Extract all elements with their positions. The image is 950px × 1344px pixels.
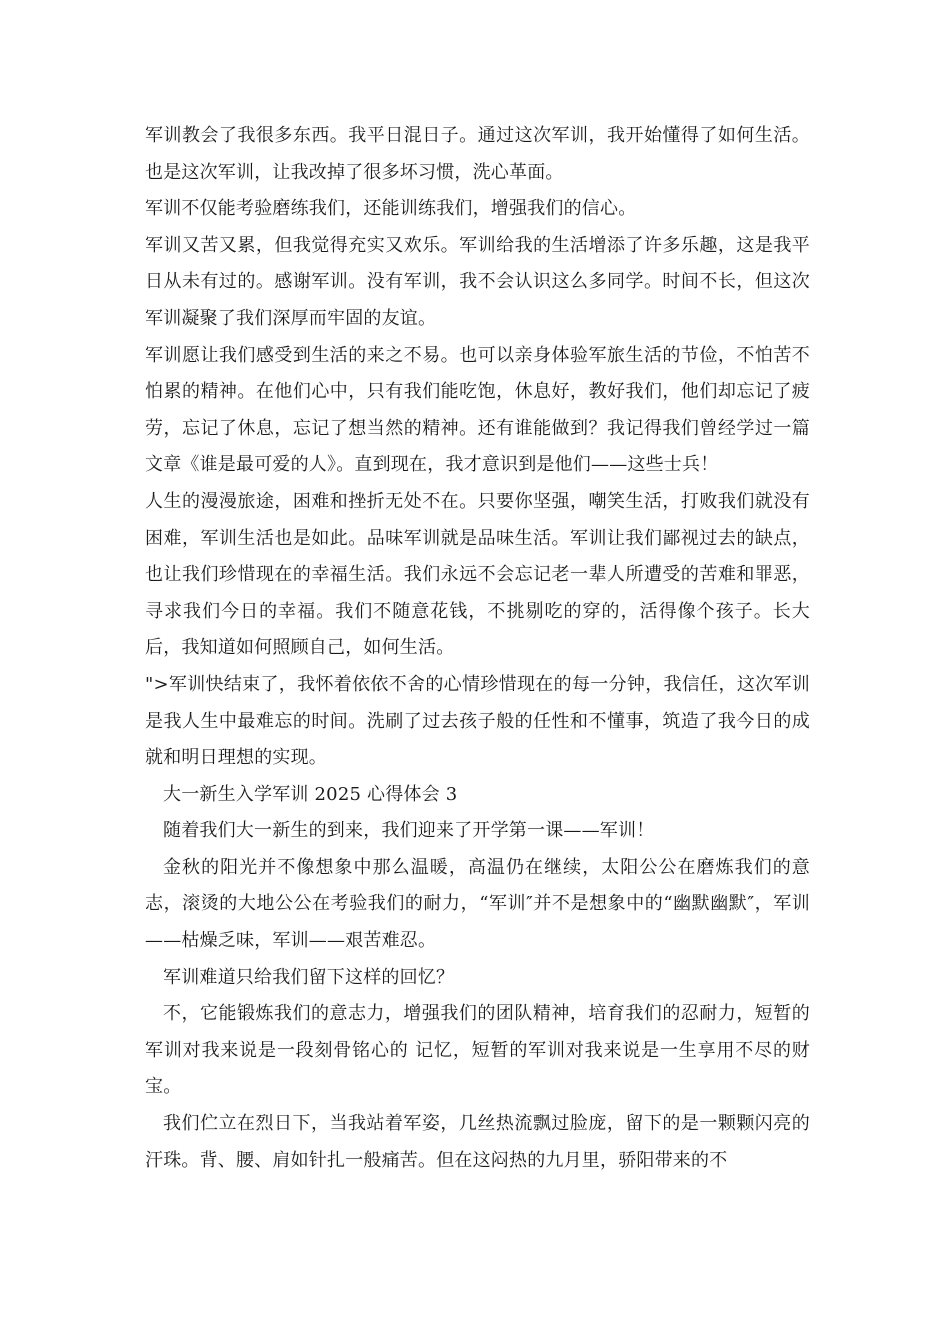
- paragraph-3: 军训又苦又累，但我觉得充实又欢乐。军训给我的生活增添了许多乐趣，这是我平日从未有过的。感谢军训。没有军训，我不会认识这么多同学。时间不长，但这次军训凝聚了我们深厚而牢固的友谊。: [145, 234, 810, 329]
- paragraph-9: 军训难道只给我们留下这样的回忆？: [163, 966, 455, 988]
- paragraph-8: 金秋的阳光并不像想象中那么温暖，高温仍在继续，太阳公公在磨炼我们的意志，滚烫的大地公公在考验我们的耐力，“军训″并不是想象中的“幽默幽默″，军训——枯燥乏味，军训——艰苦难忍。: [145, 856, 810, 952]
- paragraph-1: 军训教会了我很多东西。我平日混日子。通过这次军训，我开始懂得了如何生活。也是这次军训，让我改掉了很多坏习惯，洗心革面。: [145, 125, 810, 183]
- paragraph-5: 人生的漫漫旅途，困难和挫折无处不在。只要你坚强，嘲笑生活，打败我们就没有困难，军训生活也是如此。品味军训就是品味生活。军训让我们鄙视过去的缺点，也让我们珍惜现在的幸福生活。我们永远不会忘记老一辈人所遭受的苦难和罪恶，寻求我们今日的幸福。我们不随意花钱，不挑剔吃的穿的，活得像个孩子。长大后，我知道如何照顾自己，如何生活。: [145, 490, 810, 659]
- paragraph-6: ">军训快结束了，我怀着依依不舍的心情珍惜现在的每一分钟，我信任，这次军训是我人生中最难忘的时间。洗刷了过去孩子般的任性和不懂事，筑造了我今日的成就和明日理想的实现。: [145, 673, 810, 769]
- document-body: [145, 118, 810, 1179]
- paragraph-10: 不，它能锻炼我们的意志力，增强我们的团队精神，培育我们的忍耐力，短暂的军训对我来说是一段刻骨铭心的 记忆，短暂的军训对我来说是一生享用不尽的财宝。: [145, 1003, 810, 1098]
- paragraph-2: 军训不仅能考验磨练我们，还能训练我们，增强我们的信心。: [145, 198, 637, 220]
- paragraph-11: 我们伫立在烈日下，当我站着军姿，几丝热流飘过脸庞，留下的是一颗颗闪亮的汗珠。背、腰、肩如针扎一般痛苦。但在这闷热的九月里，骄阳带来的不: [145, 1113, 810, 1171]
- paragraph-7: 随着我们大一新生的到来，我们迎来了开学第一课——军训！: [163, 820, 655, 842]
- paragraph-4: 军训愿让我们感受到生活的来之不易。也可以亲身体验军旅生活的节俭，不怕苦不怕累的精神。在他们心中，只有我们能吃饱，休息好，教好我们，他们却忘记了疲劳，忘记了休息，忘记了想当然的精神。还有谁能做到？我记得我们曾经学过一篇文章《谁是最可爱的人》。直到现在，我才意识到是他们——这些士兵！: [145, 344, 810, 476]
- section-heading: 大一新生入学军训 2025 心得体会 3: [163, 783, 458, 805]
